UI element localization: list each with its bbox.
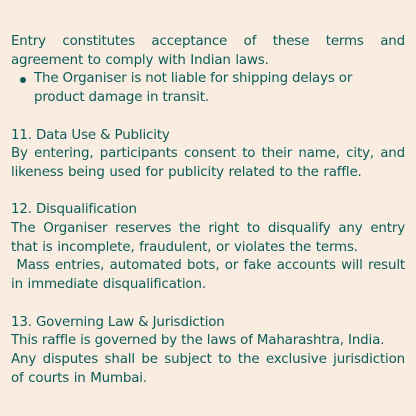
section-disqualification bbox=[11, 201, 410, 295]
bullet-item bbox=[34, 70, 405, 107]
section-extra: Mass entries, automated bots, or fake accounts will result in immediate disqualification. bbox=[11, 258, 410, 293]
section-body: Any disputes shall be subject to the exclusive jurisdiction of courts in Mumbai. bbox=[11, 351, 405, 386]
section-body: The Organiser reserves the right to disqualify any entry that is incomplete, fraudulent, or violates the terms. bbox=[11, 221, 405, 255]
section-line: This raffle is governed by the laws of Maharashtra, India. bbox=[11, 333, 385, 349]
section-body: By entering, participants consent to their name, city, and likeness being used for publicity related to the raffle. bbox=[11, 146, 405, 180]
section-heading: 12. Disqualification bbox=[11, 202, 137, 218]
bullet-dot-icon bbox=[20, 77, 26, 83]
section-heading: 11. Data Use & Publicity bbox=[11, 127, 170, 143]
section-data-use bbox=[11, 127, 405, 183]
bullet-text: The Organiser is not liable for shipping delays or product damage in transit. bbox=[34, 71, 353, 106]
section-governing-law bbox=[11, 314, 405, 389]
section-heading: 13. Governing Law & Jurisdiction bbox=[11, 314, 225, 330]
intro-paragraph: Entry constitutes acceptance of these terms and agreement to comply with Indian laws. bbox=[11, 34, 405, 68]
bullet-list bbox=[11, 70, 405, 107]
